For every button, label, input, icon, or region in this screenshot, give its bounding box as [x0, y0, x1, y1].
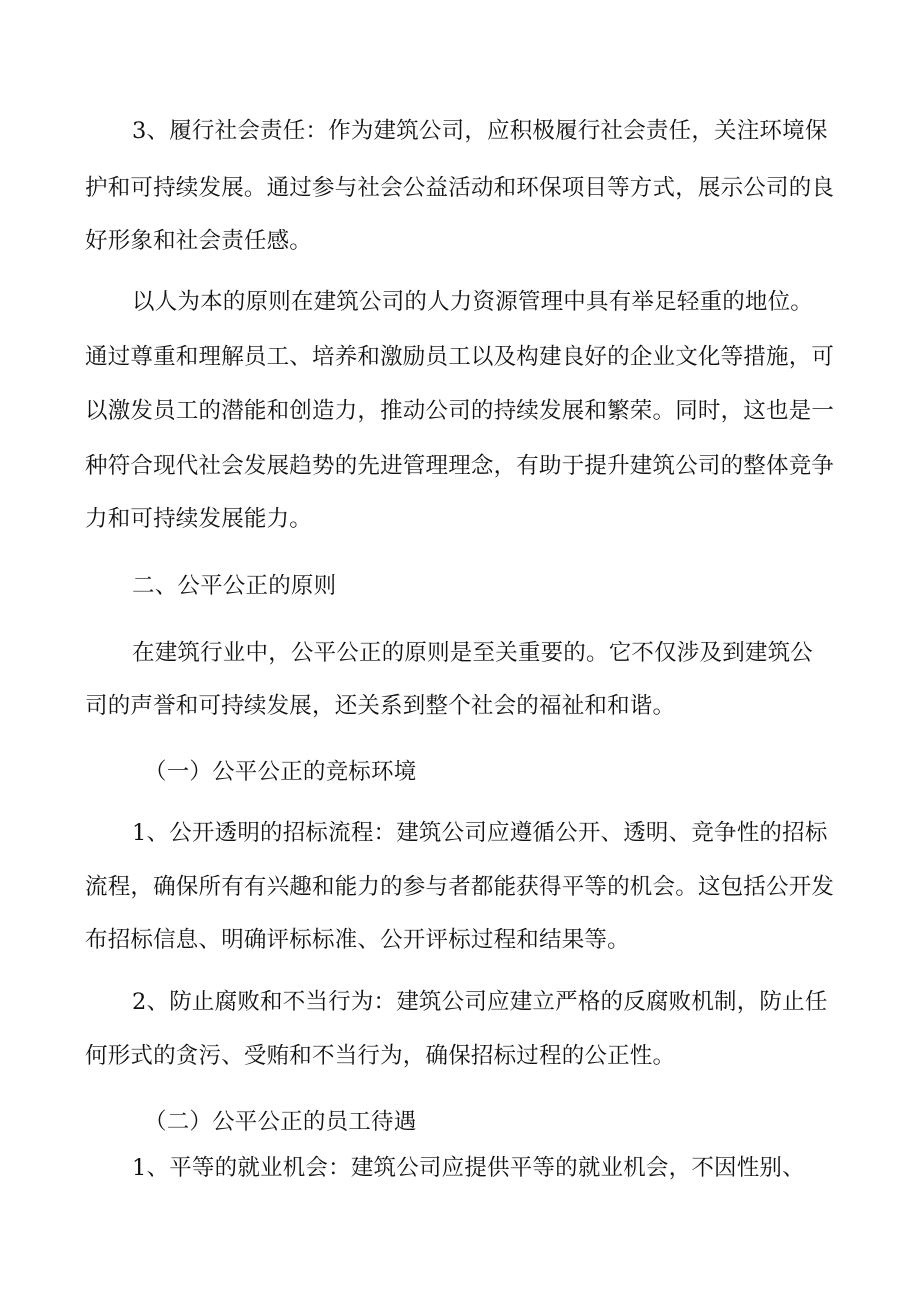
paragraph-line: 护和可持续发展。通过参与社会公益活动和环保项目等方式，展示公司的良	[85, 175, 835, 201]
subsection-heading: （二）公平公正的员工待遇	[144, 1109, 417, 1135]
paragraph-line: 好形象和社会责任感。	[85, 228, 313, 254]
paragraph-line: 1、平等的就业机会：建筑公司应提供平等的就业机会，不因性别、	[132, 1155, 805, 1181]
paragraph-line: 司的声誉和可持续发展，还关系到整个社会的福祉和和谐。	[85, 693, 676, 719]
subsection-heading: （一）公平公正的竞标环境	[144, 759, 417, 785]
paragraph-line: 1、公开透明的招标流程：建筑公司应遵循公开、透明、竞争性的招标	[132, 820, 828, 846]
paragraph-line: 2、防止腐败和不当行为：建筑公司应建立严格的反腐败机制，防止任	[132, 989, 828, 1015]
paragraph-line: 在建筑行业中，公平公正的原则是至关重要的。它不仅涉及到建筑公	[132, 640, 814, 666]
paragraph-line: 以人为本的原则在建筑公司的人力资源管理中具有举足轻重的地位。	[132, 289, 814, 315]
paragraph-line: 以激发员工的潜能和创造力，推动公司的持续发展和繁荣。同时，这也是一	[85, 398, 835, 424]
paragraph-line: 种符合现代社会发展趋势的先进管理理念，有助于提升建筑公司的整体竞争	[85, 453, 835, 479]
paragraph-line: 通过尊重和理解员工、培养和激励员工以及构建良好的企业文化等措施，可	[85, 344, 835, 370]
paragraph-line: 3、履行社会责任：作为建筑公司，应积极履行社会责任，关注环境保	[132, 118, 828, 144]
paragraph-line: 布招标信息、明确评标标准、公开评标过程和结果等。	[85, 927, 630, 953]
paragraph-line: 流程，确保所有有兴趣和能力的参与者都能获得平等的机会。这包括公开发	[85, 874, 835, 900]
paragraph-line: 何形式的贪污、受贿和不当行为，确保招标过程的公正性。	[85, 1043, 676, 1069]
section-heading: 二、公平公正的原则	[132, 573, 337, 599]
paragraph-line: 力和可持续发展能力。	[85, 506, 313, 532]
